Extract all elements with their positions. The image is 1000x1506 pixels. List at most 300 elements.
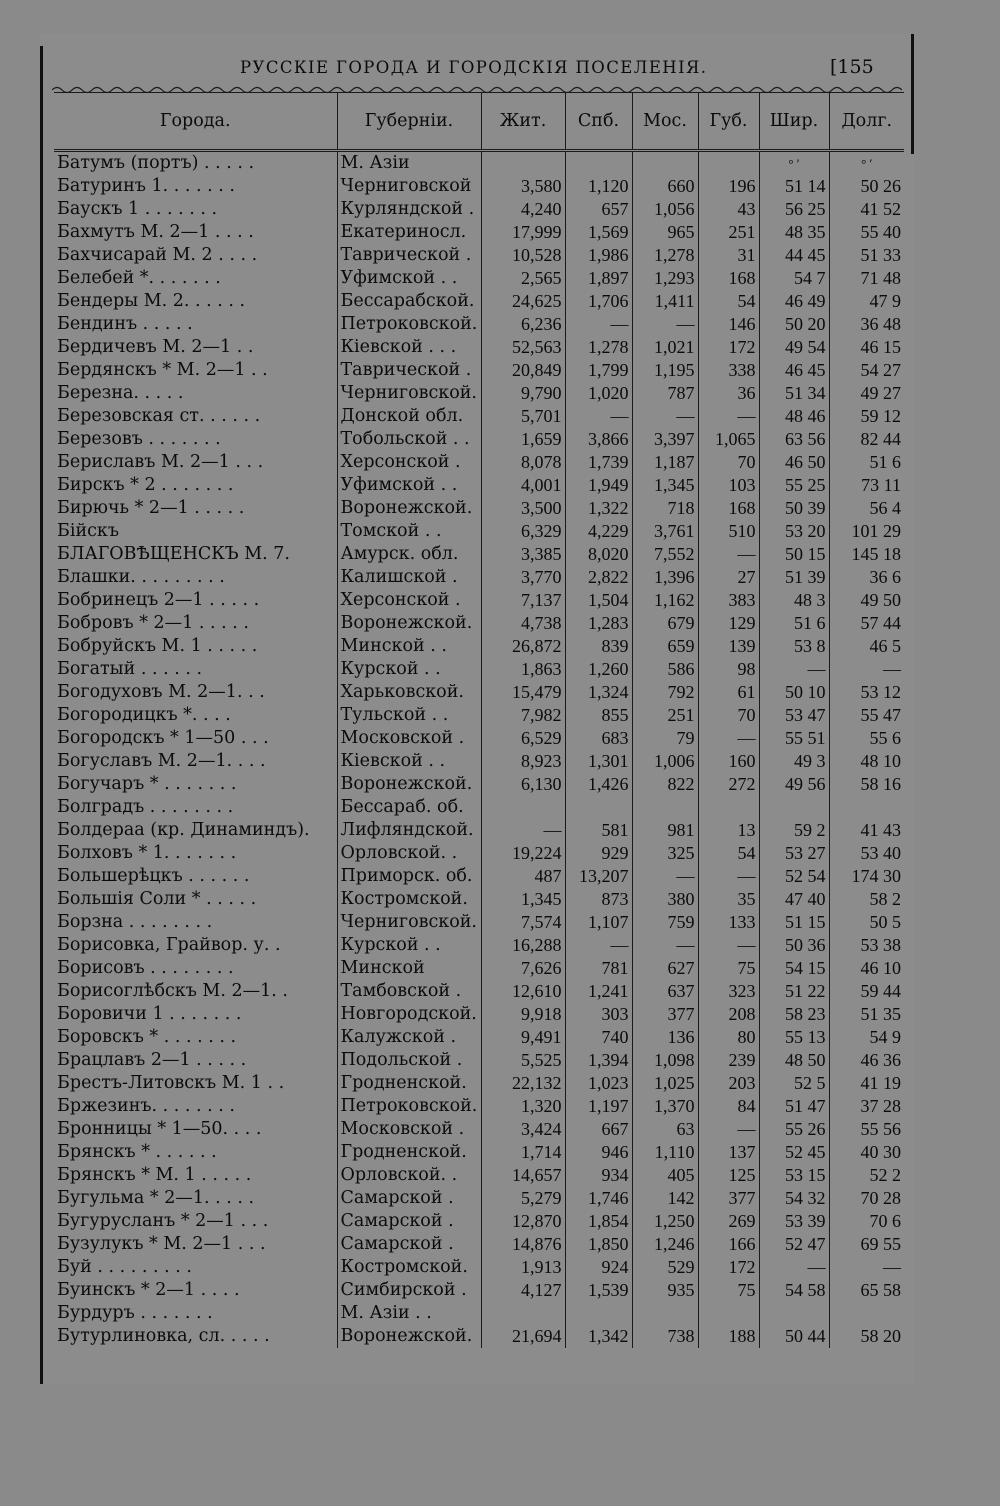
cell-gubernia: Томской . . — [337, 520, 481, 543]
cell-spb: 1,569 — [565, 221, 632, 244]
cell-city: Бендинъ . . . . . — [57, 314, 193, 334]
cell-moscow — [632, 796, 698, 819]
cell-moscow: 1,006 — [632, 750, 698, 773]
cell-spb: 581 — [565, 819, 632, 842]
cell-lat: 47 40 — [759, 888, 829, 911]
cell-population: 9,790 — [481, 382, 565, 405]
table-row — [54, 359, 904, 382]
cell-moscow: 3,761 — [632, 520, 698, 543]
cell-lon: 54 27 — [829, 359, 904, 382]
cell-city: Бурдуръ . . . . . . . — [57, 1303, 213, 1323]
cell-gubernia: Подольской . — [337, 1049, 481, 1072]
cell-moscow: 1,195 — [632, 359, 698, 382]
cell-city: Бугульма * 2—1. . . . . — [57, 1188, 255, 1208]
cell-gubernia: Минской — [337, 957, 481, 980]
cell-moscow: 1,162 — [632, 589, 698, 612]
cell-moscow: 1,021 — [632, 336, 698, 359]
cell-moscow: 1,411 — [632, 290, 698, 313]
cell-spb — [565, 151, 632, 176]
cell-spb: — — [565, 934, 632, 957]
page-number: [155 — [830, 56, 874, 78]
table-row — [54, 1164, 904, 1187]
cell-moscow: 935 — [632, 1279, 698, 1302]
cell-gubernia: Петроковской. — [337, 1095, 481, 1118]
table-row — [54, 750, 904, 773]
table-row — [54, 911, 904, 934]
cell-gub — [698, 151, 759, 176]
cell-spb: 1,394 — [565, 1049, 632, 1072]
cell-gub: 188 — [698, 1325, 759, 1348]
cell-spb: 1,539 — [565, 1279, 632, 1302]
cell-gub: 323 — [698, 980, 759, 1003]
cell-lon: 54 9 — [829, 1026, 904, 1049]
cell-gub: 239 — [698, 1049, 759, 1072]
table-row — [54, 451, 904, 474]
cell-lat: — — [759, 1256, 829, 1279]
cell-lat: 49 56 — [759, 773, 829, 796]
cell-lon: 145 18 — [829, 543, 904, 566]
cell-gub: 125 — [698, 1164, 759, 1187]
cell-spb: 1,986 — [565, 244, 632, 267]
cell-spb: 303 — [565, 1003, 632, 1026]
cell-city: Борзна . . . . . . . . — [57, 912, 213, 932]
cell-population: 20,849 — [481, 359, 565, 382]
cell-city: Батуринъ 1. . . . . . . — [57, 176, 235, 196]
table-row — [54, 1279, 904, 1302]
cell-moscow: 1,345 — [632, 474, 698, 497]
cell-lon: 46 36 — [829, 1049, 904, 1072]
cell-gubernia: Воронежской. — [337, 1325, 481, 1348]
cell-population: 6,529 — [481, 727, 565, 750]
cell-lon: 41 43 — [829, 819, 904, 842]
cell-city: Большія Соли * . . . . . — [57, 889, 257, 909]
cell-lat: 48 46 — [759, 405, 829, 428]
cell-population: 12,870 — [481, 1210, 565, 1233]
gazetteer-table — [54, 92, 904, 1348]
cell-lon: 36 6 — [829, 566, 904, 589]
cell-gub — [698, 1302, 759, 1325]
cell-population: 24,625 — [481, 290, 565, 313]
cell-population: 8,078 — [481, 451, 565, 474]
cell-population: 7,982 — [481, 704, 565, 727]
cell-moscow: 787 — [632, 382, 698, 405]
cell-city: Брянскъ * . . . . . . — [57, 1142, 217, 1162]
cell-population: 9,491 — [481, 1026, 565, 1049]
cell-city: Березовъ . . . . . . . — [57, 429, 221, 449]
cell-moscow — [632, 151, 698, 176]
cell-spb: 1,854 — [565, 1210, 632, 1233]
cell-lon: 41 19 — [829, 1072, 904, 1095]
cell-gubernia: Харьковской. — [337, 681, 481, 704]
cell-lat: 51 34 — [759, 382, 829, 405]
table-row — [54, 1210, 904, 1233]
cell-spb: 1,023 — [565, 1072, 632, 1095]
cell-moscow: — — [632, 865, 698, 888]
cell-city: Борисовъ . . . . . . . . — [57, 958, 234, 978]
cell-gub: 251 — [698, 221, 759, 244]
cell-gubernia: Тобольской . . — [337, 428, 481, 451]
cell-lat: 50 15 — [759, 543, 829, 566]
cell-spb — [565, 1302, 632, 1325]
cell-lon: 65 58 — [829, 1279, 904, 1302]
cell-lon: 41 52 — [829, 198, 904, 221]
cell-gub: 383 — [698, 589, 759, 612]
table-row — [54, 1141, 904, 1164]
cell-city: Бобровъ * 2—1 . . . . . — [57, 613, 249, 633]
cell-city: Бахмутъ М. 2—1 . . . . — [57, 222, 254, 242]
cell-lat: — — [759, 658, 829, 681]
cell-gub: 129 — [698, 612, 759, 635]
cell-lat: 53 20 — [759, 520, 829, 543]
cell-spb: 873 — [565, 888, 632, 911]
cell-spb: 8,020 — [565, 543, 632, 566]
cell-population: 16,288 — [481, 934, 565, 957]
cell-city: Бронницы * 1—50. . . . — [57, 1119, 262, 1139]
cell-population: 5,525 — [481, 1049, 565, 1072]
cell-lat: 51 22 — [759, 980, 829, 1003]
cell-lon: 51 33 — [829, 244, 904, 267]
col-header-moscow: Мос. — [632, 93, 698, 151]
cell-moscow: 1,250 — [632, 1210, 698, 1233]
cell-moscow: 1,056 — [632, 198, 698, 221]
cell-city: Баускъ 1 . . . . . . . — [57, 199, 218, 219]
cell-lat: 53 39 — [759, 1210, 829, 1233]
cell-moscow: 251 — [632, 704, 698, 727]
cell-gubernia: Гродненской. — [337, 1072, 481, 1095]
cell-gubernia: Бессараб. об. — [337, 796, 481, 819]
cell-lat: 54 32 — [759, 1187, 829, 1210]
cell-moscow — [632, 1302, 698, 1325]
cell-gub: 1,065 — [698, 428, 759, 451]
cell-gubernia: М. Азіи . . — [337, 1302, 481, 1325]
cell-gub: 196 — [698, 175, 759, 198]
table-row — [54, 221, 904, 244]
cell-spb: 13,207 — [565, 865, 632, 888]
cell-lon: 46 15 — [829, 336, 904, 359]
cell-moscow: 659 — [632, 635, 698, 658]
cell-lat: 50 36 — [759, 934, 829, 957]
cell-lon: 37 28 — [829, 1095, 904, 1118]
cell-spb: 781 — [565, 957, 632, 980]
cell-gub: 139 — [698, 635, 759, 658]
cell-moscow: 405 — [632, 1164, 698, 1187]
cell-city: Бердянскъ * М. 2—1 . . — [57, 360, 268, 380]
cell-gub: 272 — [698, 773, 759, 796]
cell-spb: 1,324 — [565, 681, 632, 704]
col-header-gubernia: Губерніи. — [337, 93, 481, 151]
cell-gub: 13 — [698, 819, 759, 842]
cell-lon: 55 40 — [829, 221, 904, 244]
cell-gub: 172 — [698, 336, 759, 359]
cell-population: 3,500 — [481, 497, 565, 520]
cell-gubernia: Воронежской. — [337, 612, 481, 635]
cell-population: 22,132 — [481, 1072, 565, 1095]
cell-gub: 269 — [698, 1210, 759, 1233]
cell-lat: 59 2 — [759, 819, 829, 842]
cell-lat — [759, 1302, 829, 1325]
cell-spb: 4,229 — [565, 520, 632, 543]
table-row — [54, 1003, 904, 1026]
cell-population: 17,999 — [481, 221, 565, 244]
cell-population: 9,918 — [481, 1003, 565, 1026]
table-row — [54, 980, 904, 1003]
cell-lat: 44 45 — [759, 244, 829, 267]
cell-city: Бахчисарай М. 2 . . . . — [57, 245, 258, 265]
cell-lon: 49 50 — [829, 589, 904, 612]
cell-population — [481, 151, 565, 176]
table-row — [54, 1302, 904, 1325]
cell-gubernia: Уфимской . . — [337, 267, 481, 290]
cell-gubernia: Самарской . — [337, 1233, 481, 1256]
cell-spb: 1,504 — [565, 589, 632, 612]
cell-population: 487 — [481, 865, 565, 888]
cell-gubernia: Таврической . — [337, 244, 481, 267]
cell-lon: 46 10 — [829, 957, 904, 980]
cell-gubernia: Херсонской . — [337, 451, 481, 474]
cell-gubernia: Петроковской. — [337, 313, 481, 336]
cell-lat: 52 47 — [759, 1233, 829, 1256]
cell-city: Богатый . . . . . . — [57, 659, 203, 679]
cell-lat: 54 58 — [759, 1279, 829, 1302]
cell-spb: 1,949 — [565, 474, 632, 497]
cell-city: Богучаръ * . . . . . . . — [57, 774, 237, 794]
table-row — [54, 1325, 904, 1348]
cell-gubernia: Костромской. — [337, 888, 481, 911]
cell-gub: 166 — [698, 1233, 759, 1256]
cell-city: Бирскъ * 2 . . . . . . . — [57, 475, 234, 495]
table-row — [54, 1072, 904, 1095]
cell-lon: 101 29 — [829, 520, 904, 543]
cell-lon: 53 38 — [829, 934, 904, 957]
cell-city: Богородицкъ *. . . . — [57, 705, 231, 725]
cell-gubernia: Воронежской. — [337, 497, 481, 520]
cell-lat: 48 35 — [759, 221, 829, 244]
cell-gub: — — [698, 405, 759, 428]
cell-city: Блашки. . . . . . . . . — [57, 567, 225, 587]
cell-spb: 946 — [565, 1141, 632, 1164]
cell-spb: 929 — [565, 842, 632, 865]
cell-gub: 84 — [698, 1095, 759, 1118]
cell-population: 19,224 — [481, 842, 565, 865]
cell-city: Болдераа (кр. Динаминдъ). — [57, 820, 310, 840]
cell-spb: 2,822 — [565, 566, 632, 589]
cell-gub: 377 — [698, 1187, 759, 1210]
cell-spb: 1,322 — [565, 497, 632, 520]
cell-lon — [829, 796, 904, 819]
cell-city: Бржезинъ. . . . . . . . — [57, 1096, 235, 1116]
cell-spb: 667 — [565, 1118, 632, 1141]
cell-moscow: 627 — [632, 957, 698, 980]
cell-gubernia: Самарской . — [337, 1187, 481, 1210]
cell-spb: 1,120 — [565, 175, 632, 198]
table-row — [54, 405, 904, 428]
page — [40, 34, 914, 1384]
cell-moscow: 586 — [632, 658, 698, 681]
cell-city: Березна. . . . . — [57, 383, 184, 403]
cell-city: Борисовка, Грайвор. у. . — [57, 935, 281, 955]
cell-lon: 40 30 — [829, 1141, 904, 1164]
cell-city: Болградъ . . . . . . . . — [57, 797, 234, 817]
cell-gubernia: Уфимской . . — [337, 474, 481, 497]
cell-lon: 58 2 — [829, 888, 904, 911]
cell-gub: 27 — [698, 566, 759, 589]
cell-moscow: 7,552 — [632, 543, 698, 566]
table-row — [54, 773, 904, 796]
cell-population: 52,563 — [481, 336, 565, 359]
cell-moscow: 325 — [632, 842, 698, 865]
cell-gub: 172 — [698, 1256, 759, 1279]
cell-moscow: 3,397 — [632, 428, 698, 451]
cell-gub: 31 — [698, 244, 759, 267]
table-row — [54, 497, 904, 520]
running-head — [40, 54, 914, 84]
cell-population: 6,329 — [481, 520, 565, 543]
col-header-lon: Долг. — [829, 93, 904, 151]
cell-lon — [829, 1302, 904, 1325]
cell-gubernia: Симбирской . — [337, 1279, 481, 1302]
cell-gub: 103 — [698, 474, 759, 497]
cell-gubernia: Донской обл. — [337, 405, 481, 428]
table-row — [54, 1233, 904, 1256]
cell-moscow: 63 — [632, 1118, 698, 1141]
cell-population: 14,657 — [481, 1164, 565, 1187]
cell-gub: 98 — [698, 658, 759, 681]
cell-gubernia: Амурск. обл. — [337, 543, 481, 566]
table-row — [54, 382, 904, 405]
cell-gubernia: Калужской . — [337, 1026, 481, 1049]
cell-spb: 1,746 — [565, 1187, 632, 1210]
cell-population: 1,714 — [481, 1141, 565, 1164]
cell-lat: 52 54 — [759, 865, 829, 888]
cell-spb: 1,799 — [565, 359, 632, 382]
cell-gubernia: Курской . . — [337, 658, 481, 681]
cell-lon: 73 11 — [829, 474, 904, 497]
cell-lat: 55 25 — [759, 474, 829, 497]
cell-population — [481, 1302, 565, 1325]
cell-gub: 160 — [698, 750, 759, 773]
cell-gub: 338 — [698, 359, 759, 382]
col-header-spb: Спб. — [565, 93, 632, 151]
cell-gubernia: Лифляндской. — [337, 819, 481, 842]
cell-population: 21,694 — [481, 1325, 565, 1348]
cell-moscow: 738 — [632, 1325, 698, 1348]
cell-spb: 934 — [565, 1164, 632, 1187]
cell-moscow: 377 — [632, 1003, 698, 1026]
cell-spb: 924 — [565, 1256, 632, 1279]
cell-population: 4,240 — [481, 198, 565, 221]
cell-spb: 1,739 — [565, 451, 632, 474]
cell-gubernia: Курляндской . — [337, 198, 481, 221]
cell-spb: 1,241 — [565, 980, 632, 1003]
cell-gubernia: Московской . — [337, 1118, 481, 1141]
cell-spb: 839 — [565, 635, 632, 658]
cell-lon: — — [829, 1256, 904, 1279]
cell-lon: ° ′ — [829, 151, 904, 176]
table-row — [54, 336, 904, 359]
cell-population: 1,320 — [481, 1095, 565, 1118]
col-header-gub: Губ. — [698, 93, 759, 151]
cell-lat: 53 47 — [759, 704, 829, 727]
col-header-lat: Шир. — [759, 93, 829, 151]
cell-spb: 1,107 — [565, 911, 632, 934]
cell-gub: 75 — [698, 957, 759, 980]
cell-city: БЛАГОВѢЩЕНСКЪ М. 7. — [57, 544, 290, 564]
cell-city: Богодуховъ М. 2—1. . . — [57, 682, 265, 702]
cell-lat: 52 5 — [759, 1072, 829, 1095]
cell-spb: 1,260 — [565, 658, 632, 681]
cell-spb: 1,342 — [565, 1325, 632, 1348]
cell-moscow: 1,293 — [632, 267, 698, 290]
cell-moscow: 1,098 — [632, 1049, 698, 1072]
cell-gubernia: Екатериносл. — [337, 221, 481, 244]
table-row — [54, 474, 904, 497]
cell-city: Бобринецъ 2—1 . . . . . — [57, 590, 260, 610]
cell-lon: 56 4 — [829, 497, 904, 520]
cell-lat: 51 14 — [759, 175, 829, 198]
cell-spb: 1,283 — [565, 612, 632, 635]
cell-population: 5,279 — [481, 1187, 565, 1210]
cell-gubernia: Минской . . — [337, 635, 481, 658]
cell-gubernia: Тульской . . — [337, 704, 481, 727]
cell-population: 2,565 — [481, 267, 565, 290]
cell-city: Брацлавъ 2—1 . . . . . — [57, 1050, 247, 1070]
cell-spb — [565, 796, 632, 819]
cell-spb: 657 — [565, 198, 632, 221]
cell-lon: 52 2 — [829, 1164, 904, 1187]
cell-population: 6,236 — [481, 313, 565, 336]
table-row — [54, 1118, 904, 1141]
table-row — [54, 934, 904, 957]
table-row — [54, 1187, 904, 1210]
cell-moscow: 1,370 — [632, 1095, 698, 1118]
cell-gub: 80 — [698, 1026, 759, 1049]
cell-population: 4,127 — [481, 1279, 565, 1302]
cell-population: 7,137 — [481, 589, 565, 612]
cell-spb: 3,866 — [565, 428, 632, 451]
cell-lat: 51 6 — [759, 612, 829, 635]
cell-lat: 63 56 — [759, 428, 829, 451]
cell-gubernia: Тамбовской . — [337, 980, 481, 1003]
cell-moscow: 529 — [632, 1256, 698, 1279]
cell-population: 7,574 — [481, 911, 565, 934]
cell-moscow: 79 — [632, 727, 698, 750]
cell-moscow: 759 — [632, 911, 698, 934]
cell-gub: — — [698, 543, 759, 566]
cell-city: Боровскъ * . . . . . . . — [57, 1027, 237, 1047]
cell-gub: 168 — [698, 267, 759, 290]
table-row — [54, 290, 904, 313]
cell-lon: 55 56 — [829, 1118, 904, 1141]
table-row — [54, 819, 904, 842]
cell-gubernia: Приморск. об. — [337, 865, 481, 888]
table-row — [54, 704, 904, 727]
cell-spb: 740 — [565, 1026, 632, 1049]
cell-city: Белебей *. . . . . . . — [57, 268, 221, 288]
cell-gubernia: Херсонской . — [337, 589, 481, 612]
header-row — [54, 93, 904, 151]
cell-lat: 55 51 — [759, 727, 829, 750]
cell-population: 1,913 — [481, 1256, 565, 1279]
cell-population: 5,701 — [481, 405, 565, 428]
cell-lat: 53 27 — [759, 842, 829, 865]
cell-lat: 50 44 — [759, 1325, 829, 1348]
table-row — [54, 658, 904, 681]
cell-moscow: 965 — [632, 221, 698, 244]
page-frame-right — [911, 34, 914, 154]
cell-gubernia: Черниговской. — [337, 382, 481, 405]
cell-population: 12,610 — [481, 980, 565, 1003]
cell-lon: 47 9 — [829, 290, 904, 313]
